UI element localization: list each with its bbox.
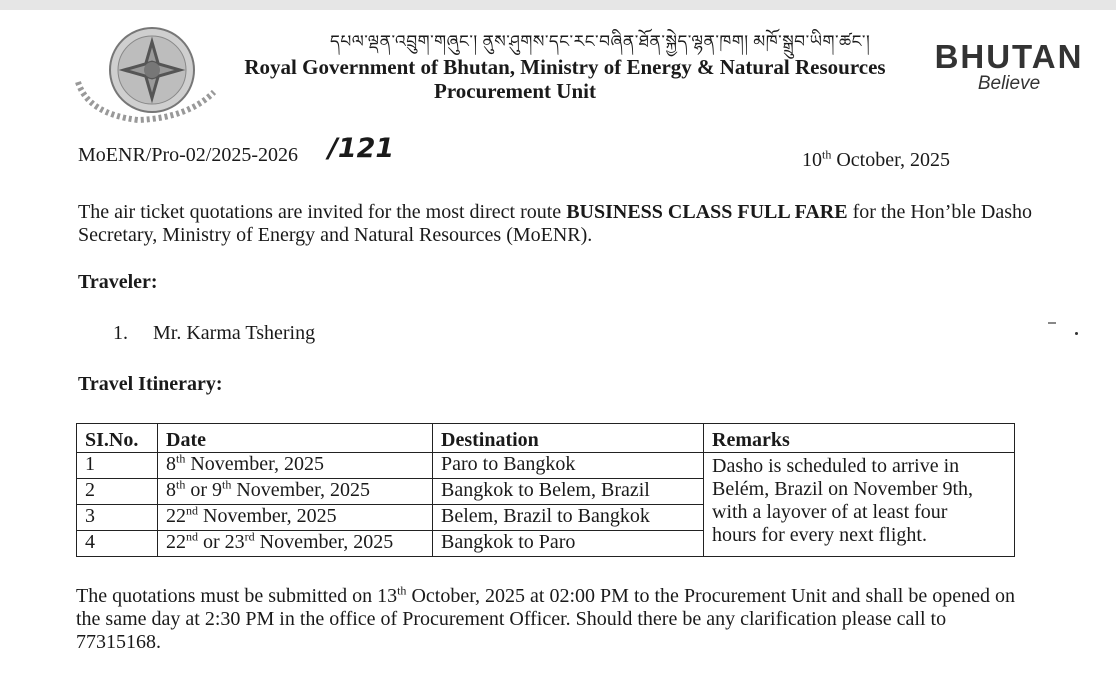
column-header-destination: Destination [433, 424, 704, 453]
column-header-date: Date [158, 424, 433, 453]
itinerary-heading: Travel Itinerary: [78, 373, 223, 395]
remarks-cell [704, 453, 1015, 557]
closing-paragraph: The quotations must be submitted on 13th October, 2025 at 02:00 PM to the Procurement Unit and shall be opened on the same day at 2:30 PM in the office of Procurement Officer. Should there be any clarification please call to 77315168. [76, 583, 1015, 653]
table-row [77, 453, 1015, 479]
row-number: 3 [77, 505, 158, 531]
row-date: 22nd or 23rd November, 2025 [158, 531, 433, 557]
letter-date: 10th October, 2025 [802, 147, 950, 171]
traveler-name: Mr. Karma Tshering [153, 322, 316, 344]
remarks-line: hours for every next flight. [712, 524, 927, 546]
row-date: 22nd November, 2025 [158, 505, 433, 531]
scan-speck [1075, 332, 1078, 335]
column-header-slno: SI.No. [77, 424, 158, 453]
row-number: 1 [77, 453, 158, 479]
row-number: 4 [77, 531, 158, 557]
handwritten-reference: /121 [328, 133, 395, 164]
row-number: 2 [77, 479, 158, 505]
row-destination: Bangkok to Belem, Brazil [433, 479, 704, 505]
row-date: 8th November, 2025 [158, 453, 433, 479]
dzongkha-header-line: དཔལ་ལྡན་འབྲུག་གཞུང་། ནུས་ཤུགས་དང་རང་བཞིན་ཐོན་སྐྱེད་ལྷན་ཁག། མཁོ་སྒྲུབ་ཡིག་ཚང་། [330, 32, 871, 51]
ministry-title: Royal Government of Bhutan, Ministry of Energy & Natural Resources [244, 55, 886, 79]
row-destination: Paro to Bangkok [433, 453, 704, 479]
row-destination: Bangkok to Paro [433, 531, 704, 557]
remarks-line: Belém, Brazil on November 9th, [712, 478, 974, 500]
brand-tagline: Believe [977, 73, 1041, 94]
row-date: 8th or 9th November, 2025 [158, 479, 433, 505]
itinerary-table [76, 423, 1015, 557]
traveler-list-item: 1. Mr. Karma Tshering [113, 322, 316, 344]
brand-name: BHUTAN [934, 38, 1084, 75]
bhutan-brand-logo [926, 38, 1092, 95]
traveler-heading: Traveler: [78, 271, 158, 293]
scan-top-band [0, 0, 1116, 10]
table-header-row [77, 424, 1015, 453]
column-header-remarks: Remarks [704, 424, 1015, 453]
fare-class: BUSINESS CLASS FULL FARE [566, 201, 848, 223]
row-destination: Belem, Brazil to Bangkok [433, 505, 704, 531]
remarks-line: Dasho is scheduled to arrive in [712, 455, 960, 477]
remarks-line: with a layover of at least four [712, 501, 948, 523]
unit-title: Procurement Unit [434, 79, 596, 103]
royal-seal-emblem [68, 14, 220, 126]
intro-paragraph: The air ticket quotations are invited for the most direct route BUSINESS CLASS FULL FARE for the Hon’ble Dasho Secretary, Ministry of Energy and Natural Resources (MoENR). [78, 201, 1032, 246]
reference-number: MoENR/Pro-02/2025-2026 [78, 144, 298, 166]
scan-mark [1048, 322, 1056, 324]
